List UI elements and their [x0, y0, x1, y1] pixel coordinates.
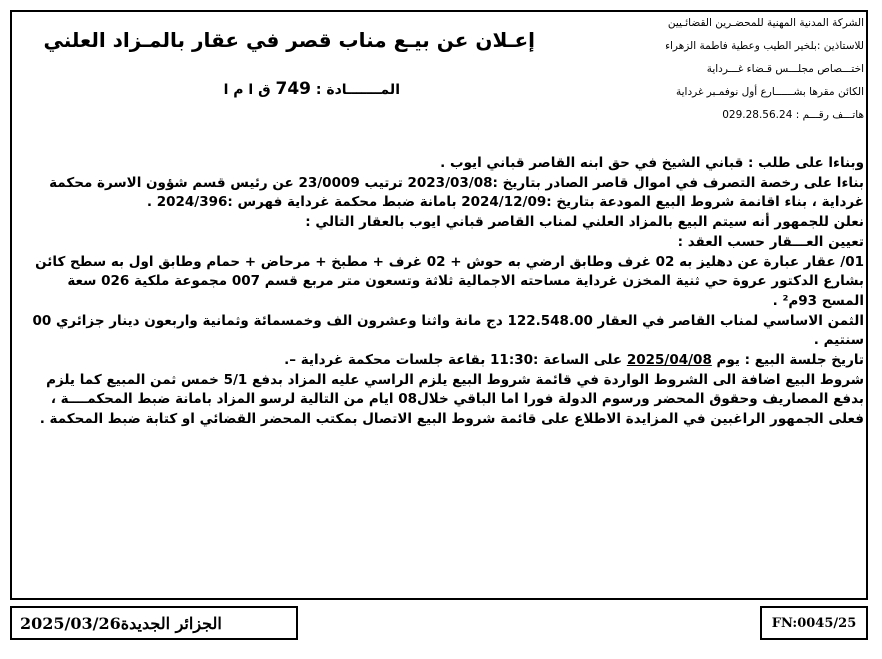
- sale-conditions-paragraph: شروط البيع اضافة الى الشروط الواردة في قائمة شروط البيع يلزم الراسي عليه المزاد بدفع 5/1 خمس ثمن المبيع كما يلزم بدفع المصاريف وحقوق المحضر ورسوم الدولة فورا اما الباقي خلال08 ايام من التالية لرسو المزاد بامانة ضبط المحكمــــة ، فعلى الجمهور الراغبين في المزايدة الاطلاع على قائمة شروط البيع الاتصال بمكتب المحضر القضائي او كتابة ضبط المحكمة .: [39, 371, 864, 428]
- sale-date: 2025/04/08: [626, 352, 712, 369]
- office-name: الشركة المدنية المهنية للمحضـرين القضائـيين: [667, 17, 864, 29]
- reference-number: FN:0045/25: [771, 615, 857, 631]
- office-jurisdiction: اختـــصاص مجلـــس قـضاء غـــرداية: [706, 63, 864, 75]
- announcement-title: إعـلان عن بيـع مناب قصر في عقار بالمـزاد العلني: [43, 28, 535, 52]
- case-suffix: ق ا م ا: [223, 82, 271, 98]
- sale-date-suffix: على الساعة :11:30 بقاعة جلسات محكمة غرداية –.: [284, 352, 623, 369]
- case-number-line: [160, 79, 400, 99]
- public-notice-paragraph: نعلن للجمهور أنه سيتم البيع بالمزاد العلني لمناب القاصر قباني ايوب بالعقار التالي :: [305, 214, 864, 231]
- case-label: المـــــــادة :: [315, 82, 400, 98]
- case-number: 749: [275, 79, 311, 99]
- newspaper-date: 2025/03/26الجزائر الجديدة: [20, 613, 222, 633]
- property-description: 01/ عقار عبارة عن دهليز به 02 غرف وطابق ارضي به حوش + 02 غرف + مطبخ + مرحاض + حمام وطابق اول به سطح كائن بشارع الدكتور عروة حي ثنية المخزن غرداية مساحته الاجمالية ثلاثة وتسعون متر مربع قسم 007 مجموعة ملكية 026 سعة المسح 93م² .: [35, 253, 864, 309]
- authorization-paragraph: بناءا على رخصة التصرف في اموال قاصر الصادر بتاريخ :2023/03/08 ترتيب 23/0009 عن رئيس قسم شؤون الاسرة محكمة غرداية ، بناء اقانمة شروط البيع المودعة بتاريخ :2024/12/09 بامانة ضبط محكمة غرداية فهرس :2024/396 .: [49, 174, 864, 211]
- reference-box: [760, 606, 868, 640]
- office-phone: هاتـــف رقـــم : 029.28.56.24: [722, 109, 864, 121]
- bailiff-office-header: [554, 12, 864, 127]
- office-address: الكائن مقرها بشــــــارع أول نوفمـبر غرداية: [676, 86, 864, 98]
- base-price-paragraph: الثمن الاساسي لمناب القاصر في العقار 122.548.00 دج مانة واثنا وعشرون الف وخمسمائة وثمانية واربعون دينار جزائري 00 سنتيم .: [32, 312, 864, 349]
- newspaper-box: [10, 606, 298, 640]
- notice-body: [22, 154, 864, 430]
- property-heading: تعيين العـــقار حسب العقد :: [677, 233, 864, 250]
- sale-date-paragraph: [22, 351, 864, 371]
- office-bailiffs: للاستاذين :بلخير الطيب وعطية فاطمة الزهراء: [665, 40, 864, 52]
- sale-date-prefix: تاريخ جلسة البيع : يوم: [716, 352, 864, 369]
- request-paragraph: وبناءا على طلب : قباني الشيخ في حق ابنه القاصر قباني ايوب .: [440, 155, 864, 171]
